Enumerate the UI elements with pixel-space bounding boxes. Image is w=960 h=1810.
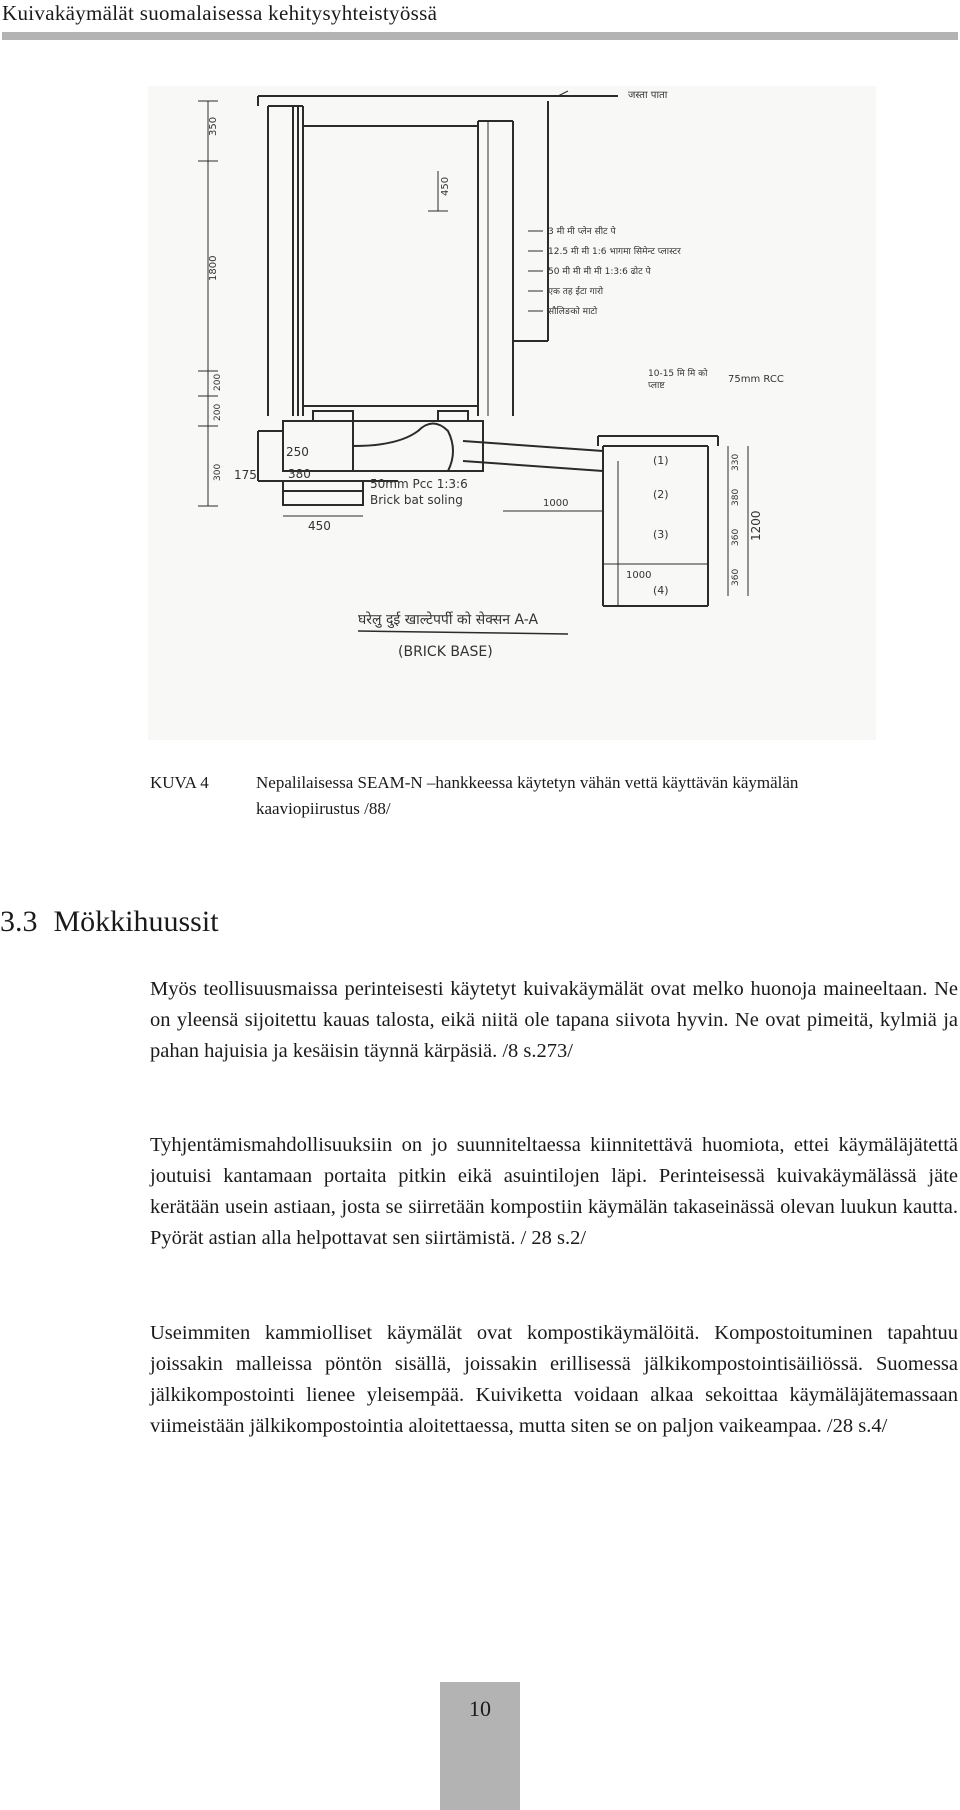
dim-330: 330 <box>731 453 741 471</box>
slab-note-1: 10-15 मि मि को <box>648 369 708 379</box>
page-number-box <box>440 1682 520 1810</box>
paragraph-1: Myös teollisuusmaissa perinteisesti käytetyt kuivakäymälät ovat melko huonoja maineeltaan. Ne on yleensä sijoitettu kauas talosta, eikä niitä ole tapana siivota hyvin. Ne ovat pimeitä, kylmiä ja pahan hajuisia ja kesäisin täynnä kärpäsiä. /8 s.273/ <box>150 978 958 1062</box>
pit-label-3: (3) <box>653 528 669 541</box>
dim-1200: 1200 <box>749 510 763 541</box>
layer-2: 12.5 मी मी 1:6 भागमा सिमेन्ट प्लास्टर <box>548 247 681 257</box>
figure-drawing <box>148 86 876 740</box>
pit-label-1: (1) <box>653 454 669 467</box>
dim-300: 300 <box>213 463 223 481</box>
slab-note-2: प्लाष्ट <box>648 381 665 391</box>
dim-450-top: 450 <box>440 176 451 196</box>
page-number: 10 <box>469 1696 491 1721</box>
toilet-section-drawing <box>148 86 876 740</box>
dim-250: 250 <box>286 445 309 459</box>
section-number: 3.3 <box>0 905 38 938</box>
section-heading <box>0 905 219 939</box>
pit-label-2: (2) <box>653 488 669 501</box>
soling-note: Brick bat soling <box>370 493 463 507</box>
pit-width: 1000 <box>626 570 652 581</box>
drawing-title: घरेलु दुई खाल्टेपर्पी को सेक्सन A-A <box>358 612 539 628</box>
dim-350: 350 <box>208 116 219 136</box>
pcc-note: 50mm Pcc 1:3:6 <box>370 477 468 491</box>
dim-1000-pipe: 1000 <box>543 498 569 509</box>
slab-rcc: 75mm RCC <box>728 374 784 385</box>
dim-200b: 200 <box>213 403 223 421</box>
dim-450-base: 450 <box>308 519 331 533</box>
dim-360a: 360 <box>731 528 741 546</box>
paragraph-3: Useimmiten kammiolliset käymälät ovat kompostikäymälöitä. Kompostoituminen tapahtuu joissakin malleissa pöntön sisällä, joissakin erillisessä jälkikompostointisäiliössä. Suomessa jälkikompostointi lienee yleisempää. Kuiviketta voidaan alkaa sekoittaa käymäläjätemassaan viimeistään jälkikompostointia aloitettaessa, mutta siten se on paljon vaikeampaa. /28 s.4/ <box>150 1322 958 1437</box>
paragraph-2: Tyhjentämismahdollisuuksiin on jo suunniteltaessa kiinnitettävä huomiota, ettei käymäläjätettä joutuisi kantamaan portaita pitkin eikä asuintilojen läpi. Perinteisessä kuivakäymälässä jäte kerätään usein astiaan, josta se siirretään kompostiin käymälän takaseinässä olevan luukun kautta. Pyörät astian alla helpottavat sen siirtämistä. / 28 s.2/ <box>150 1134 958 1249</box>
dim-380-right: 380 <box>731 488 741 506</box>
layer-1: 3 मी मी प्लेन सीट पे <box>548 227 616 237</box>
layer-3: 50 मी मी मी मी 1:3:6 ढोट पे <box>548 267 651 277</box>
caption-text: Nepalilaisessa SEAM-N –hankkeessa käytetyn vähän vettä käyttävän käymälän kaaviopiirustus /88/ <box>256 773 799 818</box>
layer-4: एक तह ईटा गारो <box>548 287 604 297</box>
section-title: Mökkihuussit <box>53 905 219 938</box>
layer-5: सौलिङको माटो <box>548 307 598 317</box>
dim-360b: 360 <box>731 568 741 586</box>
caption-label: KUVA 4 <box>150 773 209 792</box>
dim-1800: 1800 <box>208 255 219 281</box>
dim-200a: 200 <box>213 373 223 391</box>
dim-175: 175 <box>234 468 257 482</box>
dim-380: 380 <box>288 467 311 481</box>
drawing-subtitle: (BRICK BASE) <box>398 644 493 660</box>
pit-label-4: (4) <box>653 584 669 597</box>
header-title: Kuivakäymälät suomalaisessa kehitysyhteistyössä <box>2 1 438 25</box>
label-roof: जस्ता पाता <box>628 90 668 101</box>
running-header <box>2 0 958 40</box>
